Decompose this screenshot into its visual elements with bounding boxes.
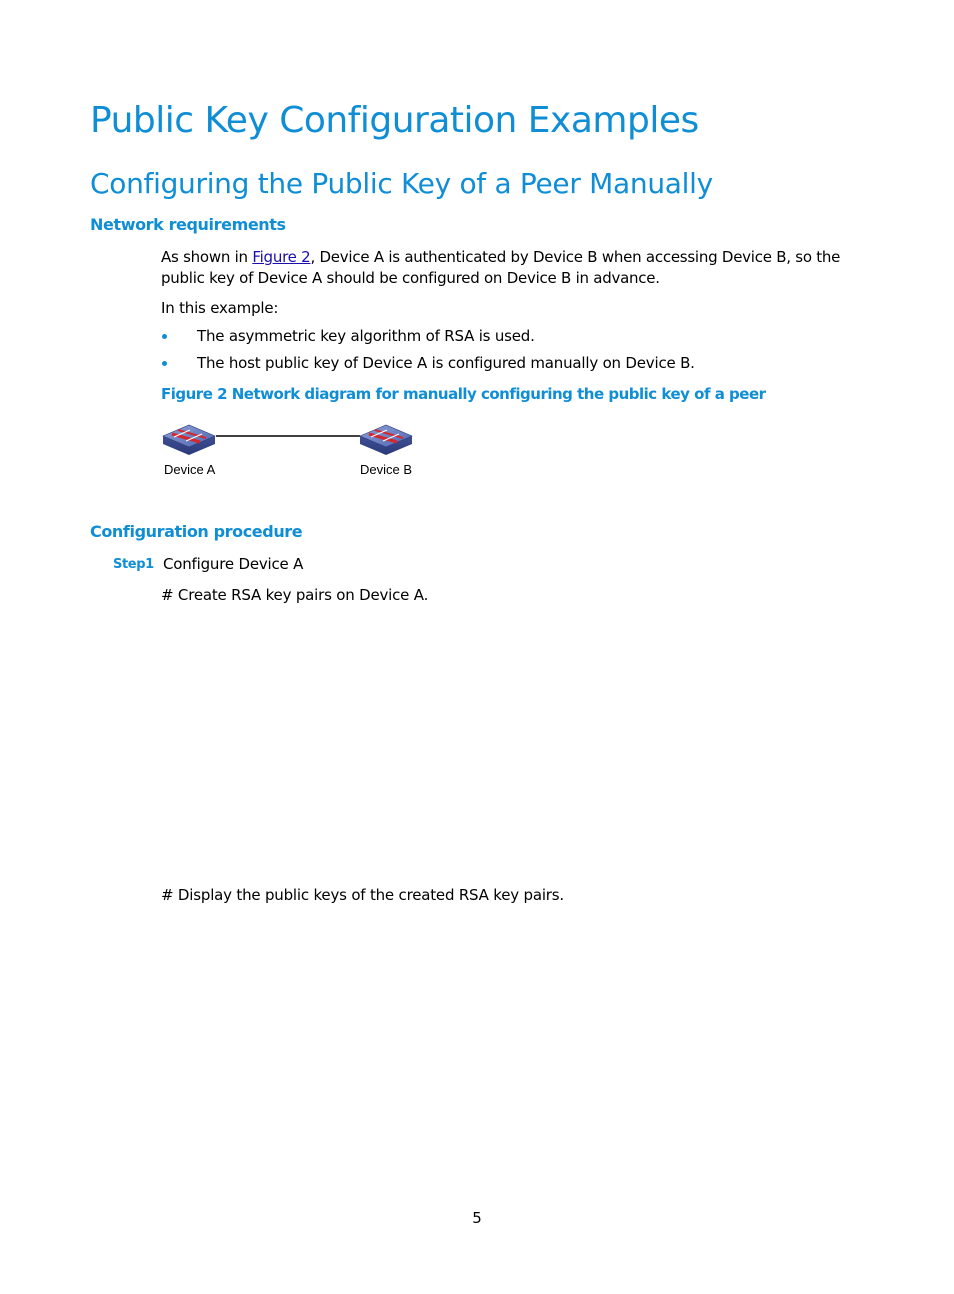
- bullet-icon: [162, 334, 167, 339]
- bullet-icon: [162, 361, 167, 366]
- step-text: Configure Device A: [163, 555, 304, 573]
- configuration-procedure-heading: Configuration procedure: [90, 522, 303, 541]
- intro-text-after: , Device A is authenticated by Device B when accessing Device B, so the public key of Device A should be configured on Device B in advance.: [161, 248, 841, 287]
- bullet-item-host-key: The host public key of Device A is configured manually on Device B.: [197, 354, 695, 372]
- step-label: Step1: [113, 557, 154, 572]
- figure-caption: Figure 2 Network diagram for manually configuring the public key of a peer: [161, 385, 766, 403]
- comment-create-rsa: # Create RSA key pairs on Device A.: [161, 586, 429, 604]
- device-a-label: Device A: [164, 462, 216, 477]
- device-b-switch-icon: [360, 425, 412, 455]
- device-b-label: Device B: [360, 462, 413, 477]
- intro-paragraph: [161, 247, 871, 289]
- page-number: 5: [472, 1209, 482, 1227]
- example-intro: In this example:: [161, 299, 279, 317]
- device-a-switch-icon: [163, 425, 215, 455]
- section-title: Configuring the Public Key of a Peer Manually: [90, 167, 713, 200]
- bullet-item-rsa: The asymmetric key algorithm of RSA is used.: [197, 327, 535, 345]
- intro-text-before: As shown in: [161, 248, 253, 266]
- page-title: Public Key Configuration Examples: [90, 100, 699, 141]
- figure-2-link[interactable]: Figure 2: [252, 248, 311, 266]
- network-diagram: [160, 413, 420, 461]
- comment-display-keys: # Display the public keys of the created RSA key pairs.: [161, 886, 564, 904]
- network-requirements-heading: Network requirements: [90, 215, 286, 234]
